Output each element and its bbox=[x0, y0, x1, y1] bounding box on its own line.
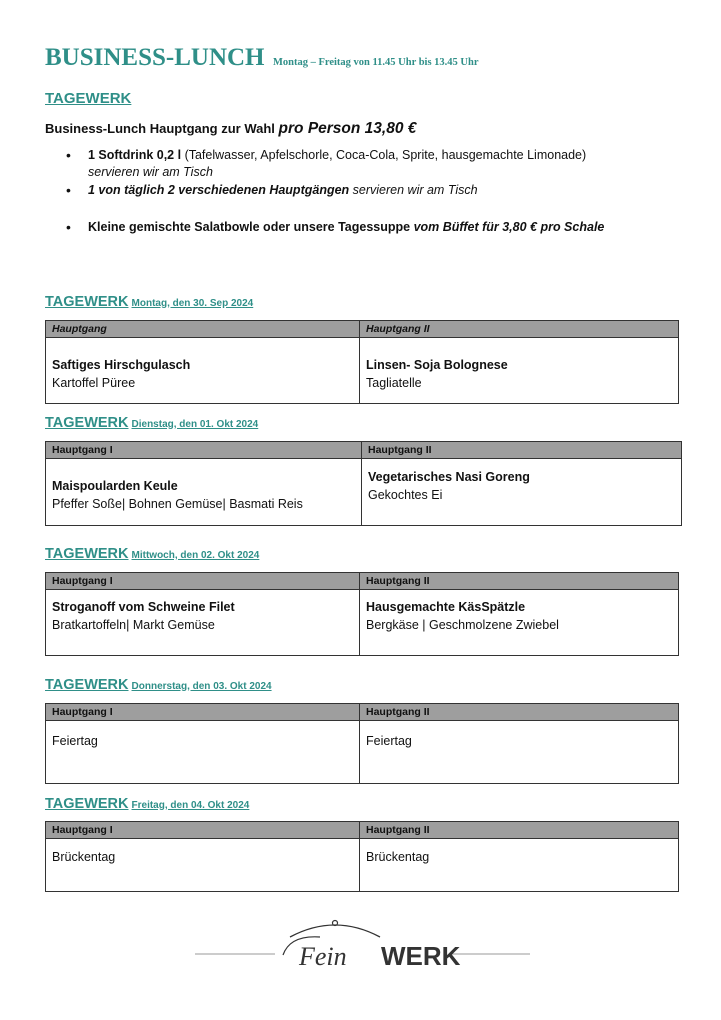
col1-side: Bratkartoffeln| Markt Gemüse bbox=[52, 618, 215, 632]
day-heading-tuesday bbox=[45, 414, 258, 432]
column-divider bbox=[359, 321, 360, 403]
day-date: Mittwoch, den 02. Okt 2024 bbox=[131, 550, 260, 561]
col2-header: Hauptgang II bbox=[366, 323, 430, 335]
intro-price: pro Person 13,80 € bbox=[278, 120, 417, 137]
table-header bbox=[46, 573, 678, 590]
softdrink-text: (Tafelwasser, Apfelschorle, Coca-Cola, Sprite, hausgemachte Limonade) bbox=[181, 148, 587, 162]
day-date: Freitag, den 04. Okt 2024 bbox=[131, 800, 250, 811]
column-divider bbox=[359, 704, 360, 783]
title-text: BUSINESS-LUNCH bbox=[45, 44, 265, 71]
col2-cell: Feiertag bbox=[366, 734, 412, 748]
menu-table-monday bbox=[45, 320, 679, 404]
col2-cell: Brückentag bbox=[366, 850, 430, 864]
col1-cell: Brückentag bbox=[52, 850, 116, 864]
softdrink-note: servieren wir am Tisch bbox=[88, 165, 213, 179]
col1-header: Hauptgang I bbox=[52, 706, 113, 718]
menu-table-tuesday bbox=[45, 441, 682, 526]
salad-bold: Kleine gemischte Salatbowle oder unsere Tagessuppe bbox=[88, 220, 411, 234]
col2-side: Bergkäse | Geschmolzene Zwiebel bbox=[366, 618, 559, 632]
col1-cell bbox=[52, 356, 190, 392]
menu-table-thursday bbox=[45, 703, 679, 784]
column-divider bbox=[361, 442, 362, 525]
col2-header: Hauptgang II bbox=[366, 706, 430, 718]
col1-header: Hauptgang I bbox=[52, 444, 113, 456]
col1-dish: Maispoularden Keule bbox=[52, 479, 178, 493]
softdrink-bold: 1 Softdrink 0,2 l bbox=[88, 148, 182, 162]
day-heading-monday bbox=[45, 293, 253, 311]
col2-header: Hauptgang II bbox=[366, 824, 430, 836]
hauptgang-note: servieren wir am Tisch bbox=[349, 183, 478, 197]
col1-header: Hauptgang I bbox=[52, 575, 113, 587]
col2-header: Hauptgang II bbox=[368, 444, 432, 456]
col1-dish: Saftiges Hirschgulasch bbox=[52, 358, 191, 372]
col2-dish: Linsen- Soja Bolognese bbox=[366, 358, 508, 372]
col1-header: Hauptgang bbox=[52, 323, 107, 335]
salad-note: vom Büffet für 3,80 € pro Schale bbox=[410, 220, 605, 234]
logo-script: Fein bbox=[299, 942, 347, 971]
menu-table-friday bbox=[45, 821, 679, 892]
col2-cell bbox=[368, 468, 530, 504]
day-heading-thursday bbox=[45, 676, 272, 694]
col2-side: Tagliatelle bbox=[366, 376, 422, 390]
logo-bold: WERK bbox=[381, 941, 461, 971]
opening-hours: Montag – Freitag von 11.45 Uhr bis 13.45 Uhr bbox=[272, 57, 479, 68]
col1-dish: Stroganoff vom Schweine Filet bbox=[52, 600, 235, 614]
day-brand: TAGEWERK bbox=[45, 415, 129, 431]
day-brand: TAGEWERK bbox=[45, 294, 129, 310]
table-header bbox=[46, 704, 678, 721]
col1-cell bbox=[52, 598, 235, 634]
day-brand: TAGEWERK bbox=[45, 796, 129, 812]
col2-side: Gekochtes Ei bbox=[368, 488, 443, 502]
section-heading: TAGEWERK bbox=[45, 90, 132, 107]
day-date: Donnerstag, den 03. Okt 2024 bbox=[131, 681, 272, 692]
col2-dish: Hausgemachte KäsSpätzle bbox=[366, 600, 526, 614]
col1-side: Kartoffel Püree bbox=[52, 376, 136, 390]
footer-logo bbox=[195, 915, 530, 975]
day-brand: TAGEWERK bbox=[45, 546, 129, 562]
column-divider bbox=[359, 822, 360, 891]
col1-header: Hauptgang I bbox=[52, 824, 113, 836]
col2-header: Hauptgang II bbox=[366, 575, 430, 587]
day-heading-wednesday bbox=[45, 545, 259, 563]
hauptgang-bold: 1 von täglich 2 verschiedenen Hauptgängen bbox=[88, 183, 350, 197]
menu-table-wednesday bbox=[45, 572, 679, 656]
col2-cell bbox=[366, 356, 508, 392]
day-date: Dienstag, den 01. Okt 2024 bbox=[131, 419, 259, 430]
feinwerk-logo-icon bbox=[195, 915, 530, 975]
col2-cell bbox=[366, 598, 559, 634]
col1-side: Pfeffer Soße| Bohnen Gemüse| Basmati Reis bbox=[52, 497, 303, 511]
page-title bbox=[45, 44, 479, 72]
col1-cell bbox=[52, 477, 303, 513]
day-date: Montag, den 30. Sep 2024 bbox=[131, 298, 254, 309]
day-heading-friday bbox=[45, 795, 249, 813]
day-brand: TAGEWERK bbox=[45, 677, 129, 693]
table-header bbox=[46, 442, 681, 459]
column-divider bbox=[359, 573, 360, 655]
col2-dish: Vegetarisches Nasi Goreng bbox=[368, 470, 530, 484]
table-header bbox=[46, 321, 678, 338]
intro-text: Business-Lunch Hauptgang zur Wahl bbox=[45, 121, 275, 136]
intro-line bbox=[45, 120, 416, 138]
col1-cell: Feiertag bbox=[52, 734, 98, 748]
table-header bbox=[46, 822, 678, 839]
